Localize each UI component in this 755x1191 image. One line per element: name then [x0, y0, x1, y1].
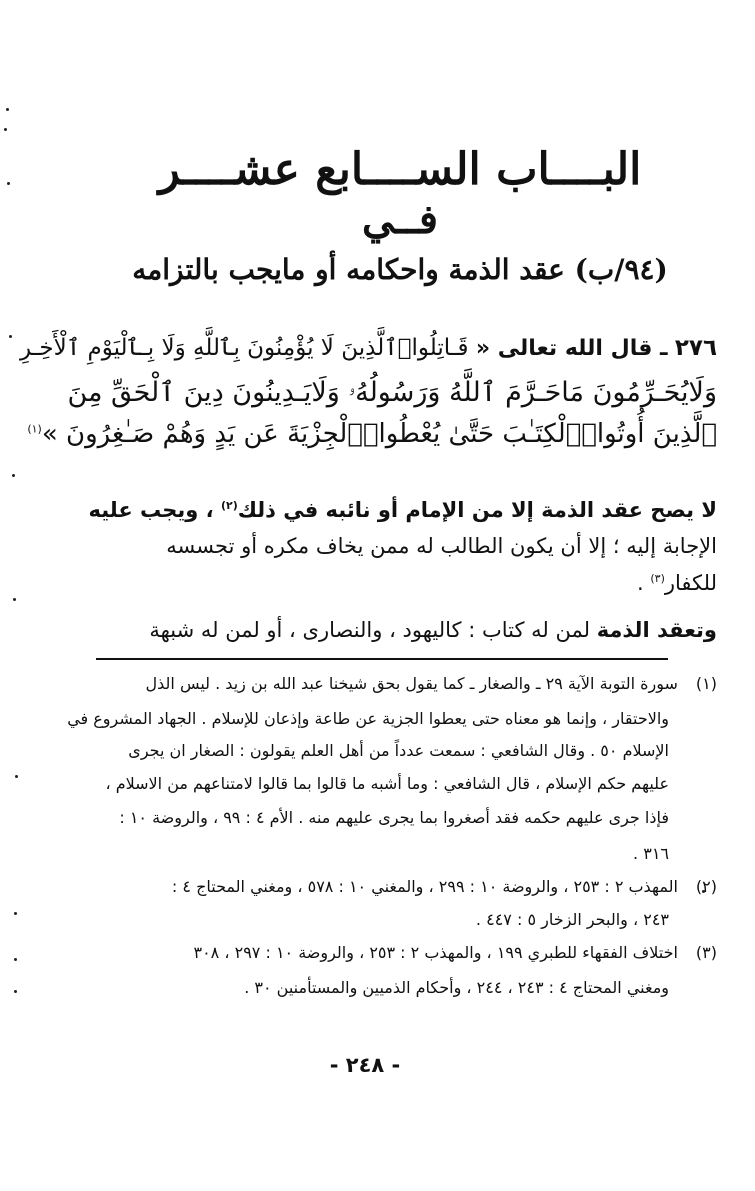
footnote-ref: (٢) [220, 499, 238, 512]
verse-line [32, 379, 717, 406]
footnote-line: ٣١٦ . [633, 844, 669, 863]
verse-text-3: ٱلَّذِينَ أُوتُوا۟ٱلْكِتَـٰبَ حَتَّىٰ يُعْطُوا۟ٱلْجِزْيَةَ عَن يَدٍ وَهُمْ صَـٰغِرُونَ » [41, 419, 717, 449]
footnote-marker: (٢) [695, 877, 717, 896]
footnote-3: (٣)اختلاف الفقهاء للطبري ١٩٩ ، والمهذب ٢ : ٢٥٣ ، والروضة ١٠ : ٢٩٧ ، ٣٠٨ [193, 943, 717, 962]
chapter-title: البــــاب الســــابع عشــــر [158, 144, 642, 195]
verse-line [19, 335, 717, 361]
footnote-line: ومغني المحتاج ٤ : ٢٤٣ ، ٢٤٤ ، وأحكام الذميين والمستأمنين ٣٠ . [244, 978, 669, 997]
footnote-line: عليهم حكم الإسلام ، قال الشافعي : وما أشبه ما قالوا بما قالوا لامتناعهم من الاسلام ، [105, 774, 669, 793]
footnote-ref: (٣) [650, 572, 665, 585]
chapter-subtitle: (٩٤/ب) عقد الذمة واحكامه أو مايجب بالتزامه [132, 253, 668, 286]
footnote-marker: (١) [695, 674, 717, 693]
footnote-1: (١)سورة التوبة الآية ٢٩ ـ والصغار ـ كما يقول بحق شيخنا عبد الله بن زيد . ليس الذل [145, 674, 717, 693]
verse-text-2: وَلَايُحَـرِّمُونَ مَاحَـرَّمَ ٱللَّهُ وَرَسُولُهُۥ وَلَايَـدِينُونَ دِينَ ٱلْحَقِّ مِنَ [67, 377, 717, 408]
footnote-marker: (٣) [695, 943, 717, 962]
body-line: لا يصح عقد الذمة إلا من الإمام أو نائبه في ذلك$^{(٢)}$ ، ويجب عليه [88, 498, 717, 522]
verse-text-1: قَـاتِلُوا۟ٱلَّذِينَ لَا يُؤْمِنُونَ بِٱللَّهِ وَلَا بِـٱلْيَوْمِ ٱلْأَخِـرِ [19, 335, 469, 361]
verse-number: ٢٧٦ [674, 335, 717, 361]
footnote-line: والاحتقار ، وإنما هو معناه حتى يعطوا الجزية عن طاعة وإذعان للإسلام . الجهاد المشروع في [67, 709, 669, 728]
chapter-preposition: فــي [362, 196, 438, 243]
page-number: - ٢٤٨ - [329, 1053, 401, 1077]
verse-lead: ـ قال الله تعالى « [475, 336, 668, 361]
footnote-line: الإسلام ٥٠ . وقال الشافعي : سمعت عدداً من أهل العلم يقولون : الصغار ان يجرى [128, 741, 669, 760]
body-line: الإجابة إليه ؛ إلا أن يكون الطالب له ممن يخاف مكره أو تجسسه [166, 534, 717, 558]
footnote-2: (٢)المهذب ٢ : ٢٥٣ ، والروضة ١٠ : ٢٩٩ ، والمغني ١٠ : ٥٧٨ ، ومغني المحتاج ٤ : [171, 877, 717, 896]
verse-line [27, 419, 717, 449]
footnote-divider [96, 658, 668, 660]
body-line: للكفار$^{(٣)}$ . [637, 571, 717, 595]
footnote-line: فإذا جرى عليهم حكمه فقد أصغروا بما يجرى عليهم منه . الأم ٤ : ٩٩ ، والروضة ١٠ : [119, 808, 669, 827]
body-line: وتعقد الذمة لمن له كتاب : كاليهود ، والنصارى ، أو لمن له شبهة [149, 618, 717, 642]
footnote-ref: (١) [27, 422, 42, 436]
footnote-line: ٢٤٣ ، والبحر الزخار ٥ : ٤٤٧ . [475, 910, 669, 929]
